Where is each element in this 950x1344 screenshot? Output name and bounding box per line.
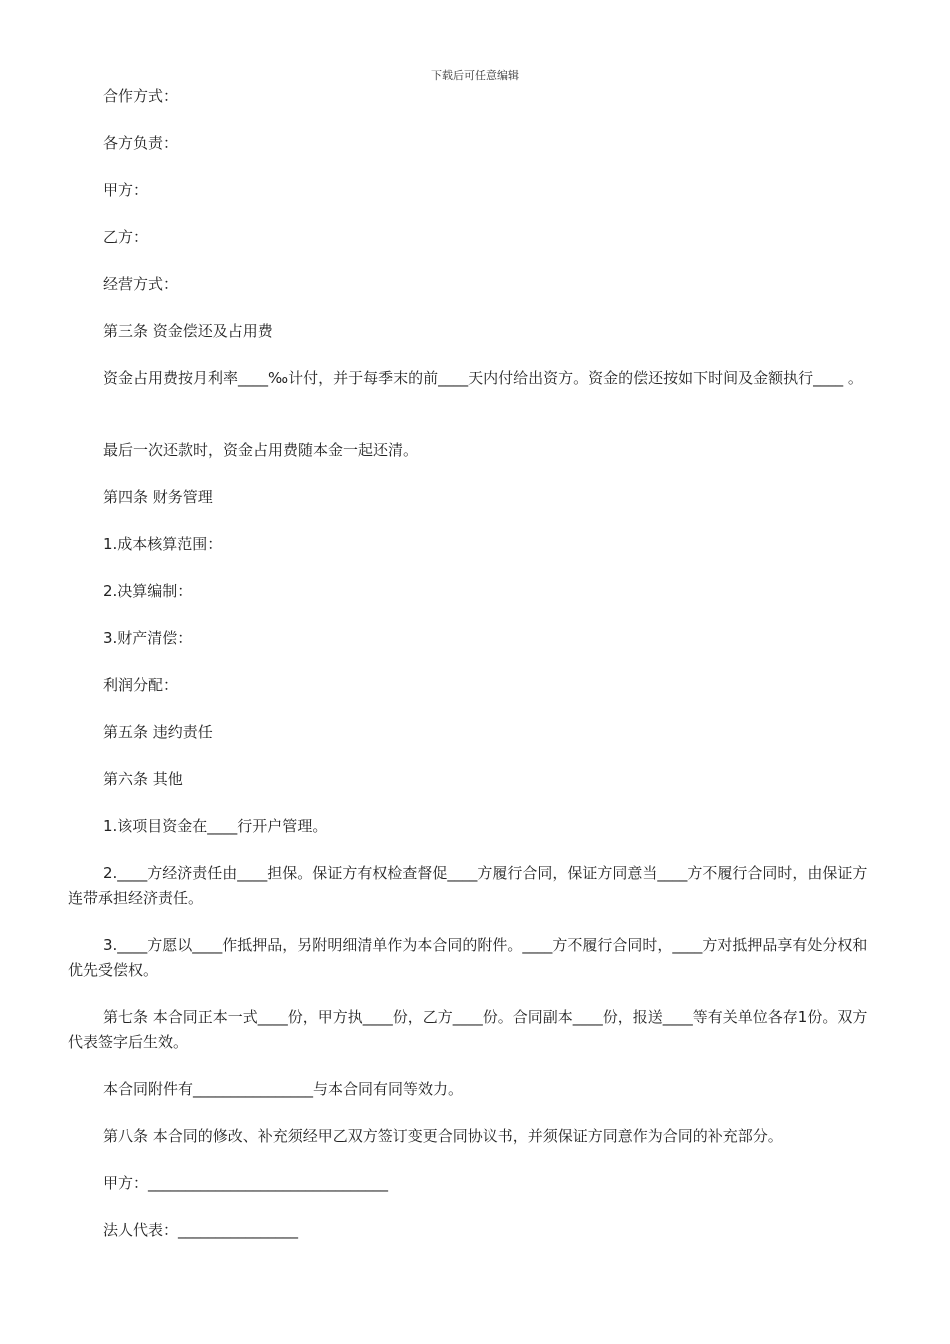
- paragraph-attachments: 本合同附件有________________与本合同有同等效力。: [103, 1080, 464, 1098]
- article-8-paragraph: 第八条 本合同的修改、补充须经甲乙双方签订变更合同协议书，并须保证方同意作为合同的补充部分。: [103, 1127, 783, 1145]
- paragraph-guarantee: 2.____方经济责任由____担保。保证方有权检查督促____方履行合同，保证方同意当____方不履行合同时，由保证方连带承担经济责任。: [68, 864, 868, 907]
- paragraph-cooperation-mode: 合作方式：: [103, 87, 179, 105]
- paragraph-property-liquidation: 3.财产清偿：: [103, 629, 193, 647]
- signature-legal-representative: 法人代表：________________: [103, 1221, 299, 1239]
- article-6-heading: 第六条 其他: [103, 770, 183, 788]
- paragraph-operation-mode: 经营方式：: [103, 275, 179, 293]
- paragraph-settlement: 2.决算编制：: [103, 582, 193, 600]
- paragraph-fund-fee: 资金占用费按月利率____‰计付，并于每季末的前____天内付给出资方。资金的偿还按如下时间及金额执行____ 。: [103, 369, 863, 387]
- paragraph-collateral: 3.____方愿以____作抵押品，另附明细清单作为本合同的附件。____方不履行合同时，____方对抵押品享有处分权和优先受偿权。: [68, 936, 868, 979]
- signature-party-a: 甲方：________________________________: [103, 1174, 389, 1192]
- article-4-heading: 第四条 财务管理: [103, 488, 213, 506]
- paragraph-responsibilities: 各方负责：: [103, 134, 179, 152]
- article-7-paragraph: 第七条 本合同正本一式____份，甲方执____份，乙方____份。合同副本____份，报送____等有关单位各存1份。双方代表签字后生效。: [68, 1008, 868, 1051]
- paragraph-final-repayment: 最后一次还款时，资金占用费随本金一起还清。: [103, 441, 419, 459]
- paragraph-cost-scope: 1.成本核算范围：: [103, 535, 223, 553]
- paragraph-profit-distribution: 利润分配：: [103, 676, 179, 694]
- article-5-heading: 第五条 违约责任: [103, 723, 213, 741]
- article-3-heading: 第三条 资金偿还及占用费: [103, 322, 273, 340]
- paragraph-party-b: 乙方：: [103, 228, 149, 246]
- page-header: 下载后可任意编辑: [431, 69, 519, 82]
- paragraph-party-a: 甲方：: [103, 181, 149, 199]
- paragraph-bank-account: 1.该项目资金在____行开户管理。: [103, 817, 328, 835]
